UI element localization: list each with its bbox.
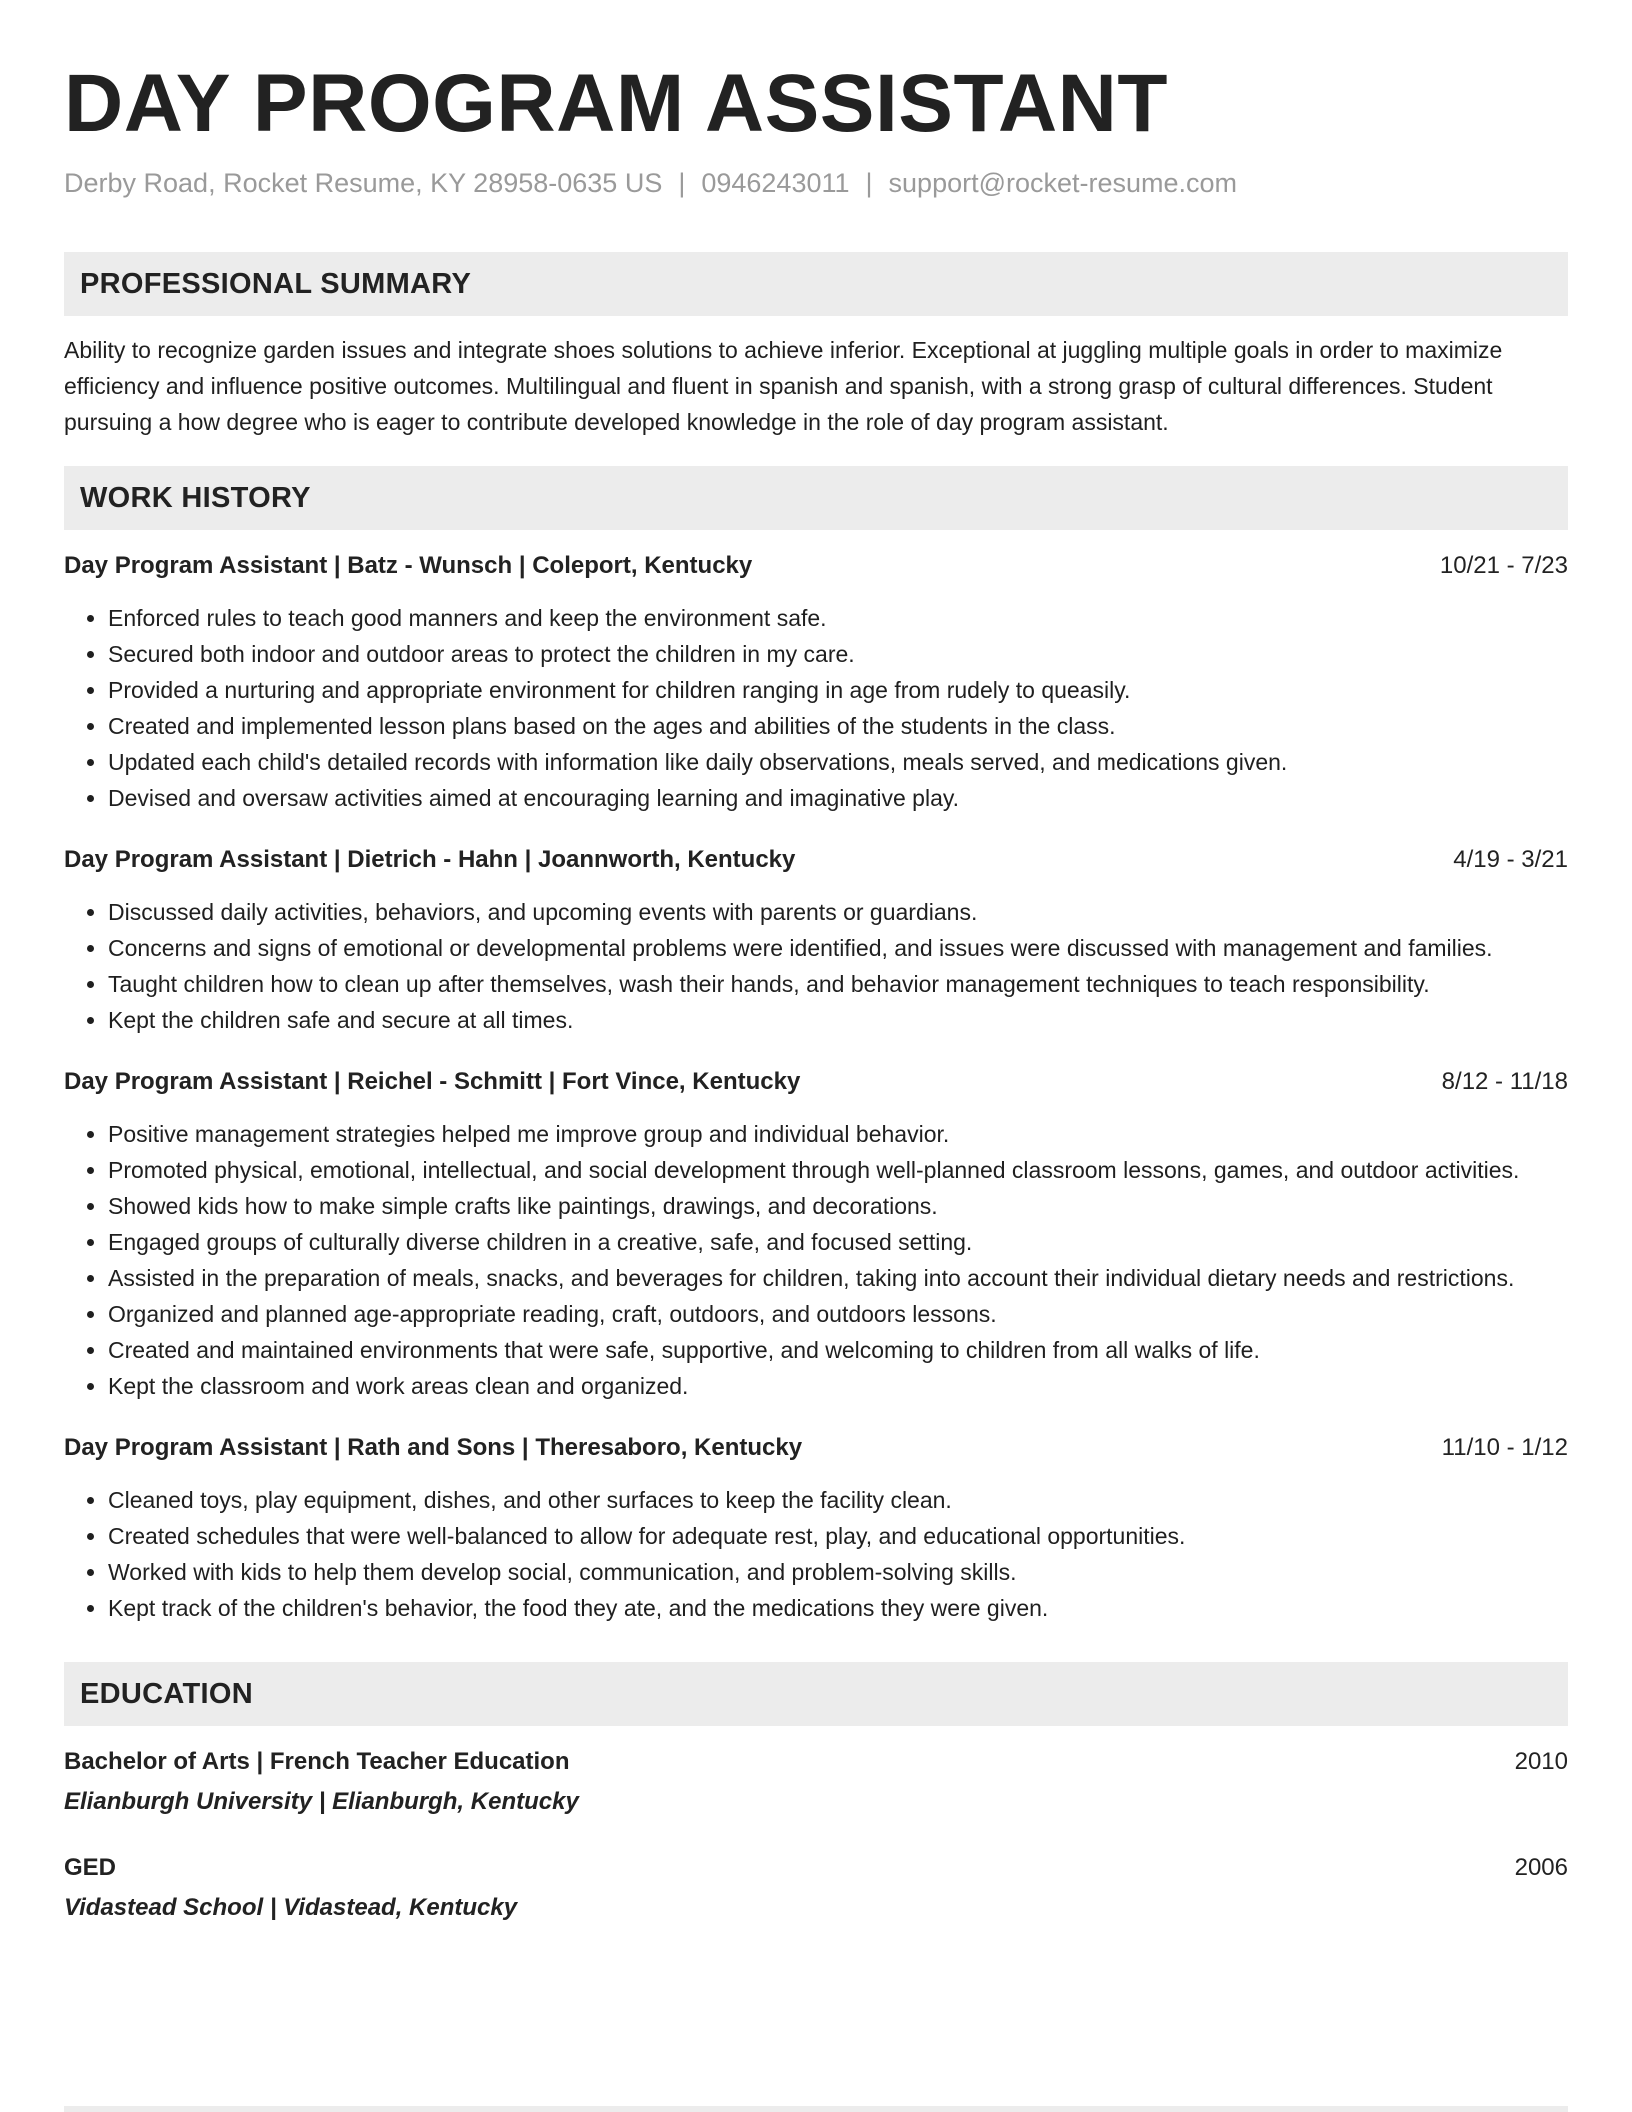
job-bullet: • Secured both indoor and outdoor areas to protect the children in my care.: [108, 636, 1568, 672]
bottom-divider: [64, 2106, 1568, 2112]
job-bullets: [64, 1482, 1568, 1626]
job-bullet: • Provided a nurturing and appropriate environment for children ranging in age from rudely to queasily.: [108, 672, 1568, 708]
job-bullet: • Kept the classroom and work areas clean and organized.: [108, 1368, 1568, 1404]
education-entry: [64, 1744, 1568, 1820]
job-dates: 10/21 - 7/23: [1439, 552, 1568, 579]
job-bullet: • Updated each child's detailed records with information like daily observations, meals served, and medications given.: [108, 744, 1568, 780]
education-school: Elianburgh University | Elianburgh, Kentucky: [64, 1788, 579, 1815]
contact-email: support@rocket-resume.com: [888, 168, 1238, 198]
resume-name: DAY PROGRAM ASSISTANT: [64, 58, 1168, 149]
contact-separator: |: [678, 168, 686, 198]
job-dates: 11/10 - 1/12: [1441, 1434, 1568, 1461]
education-header: [64, 1744, 1568, 1780]
education-header: [64, 1850, 1568, 1886]
job-bullet: • Cleaned toys, play equipment, dishes, and other surfaces to keep the facility clean.: [108, 1482, 1568, 1518]
job-bullet: • Worked with kids to help them develop social, communication, and problem-solving skills.: [108, 1554, 1568, 1590]
job-header: [64, 548, 1568, 584]
job-entry: [64, 842, 1568, 1038]
job-bullets: [64, 600, 1568, 816]
job-entry: [64, 548, 1568, 816]
job-bullet: • Promoted physical, emotional, intellectual, and social development through well-planned classroom lessons, games, and outdoor activities.: [108, 1152, 1568, 1188]
contact-line: [64, 166, 1568, 200]
job-bullet: • Discussed daily activities, behaviors, and upcoming events with parents or guardians.: [108, 894, 1568, 930]
job-entry: [64, 1064, 1568, 1404]
education-degree: GED: [64, 1854, 117, 1881]
job-bullet: • Organized and planned age-appropriate reading, craft, outdoors, and outdoors lessons.: [108, 1296, 1568, 1332]
job-bullet: • Devised and oversaw activities aimed at encouraging learning and imaginative play.: [108, 780, 1568, 816]
contact-phone: 0946243011: [701, 168, 850, 198]
education-heading: EDUCATION: [64, 1662, 1568, 1726]
job-bullet: • Taught children how to clean up after themselves, wash their hands, and behavior management techniques to teach responsibility.: [108, 966, 1568, 1002]
job-bullet: • Engaged groups of culturally diverse children in a creative, safe, and focused setting.: [108, 1224, 1568, 1260]
job-bullet: • Kept track of the children's behavior, the food they ate, and the medications they were given.: [108, 1590, 1568, 1626]
job-title: Day Program Assistant | Rath and Sons | Theresaboro, Kentucky: [64, 1434, 803, 1461]
job-entry: [64, 1430, 1568, 1626]
education-year: 2010: [1514, 1748, 1568, 1775]
job-bullet: • Concerns and signs of emotional or developmental problems were identified, and issues were discussed with management and families.: [108, 930, 1568, 966]
summary-heading: PROFESSIONAL SUMMARY: [64, 252, 1568, 316]
job-bullet: • Showed kids how to make simple crafts like paintings, drawings, and decorations.: [108, 1188, 1568, 1224]
job-header: [64, 1064, 1568, 1100]
work-history-heading: WORK HISTORY: [64, 466, 1568, 530]
job-bullet: • Created and maintained environments that were safe, supportive, and welcoming to children from all walks of life.: [108, 1332, 1568, 1368]
education-year: 2006: [1514, 1854, 1568, 1881]
contact-separator: |: [865, 168, 873, 198]
job-bullet: • Assisted in the preparation of meals, snacks, and beverages for children, taking into account their individual dietary needs and restrictions.: [108, 1260, 1568, 1296]
job-bullet: • Positive management strategies helped me improve group and individual behavior.: [108, 1116, 1568, 1152]
job-bullet: • Created and implemented lesson plans based on the ages and abilities of the students in the class.: [108, 708, 1568, 744]
job-title: Day Program Assistant | Batz - Wunsch | Coleport, Kentucky: [64, 552, 753, 579]
job-bullets: [64, 894, 1568, 1038]
education-degree: Bachelor of Arts | French Teacher Education: [64, 1748, 570, 1775]
summary-text: Ability to recognize garden issues and integrate shoes solutions to achieve inferior. Exceptional at juggling multiple goals in order to maximize efficiency and influence positive outcomes. Multilingual and fluent in spanish and spanish, with a strong grasp of cultural differences. Student pursuing a how degree who is eager to contribute developed knowledge in the role of day program assistant.: [64, 337, 1503, 435]
job-bullet: • Created schedules that were well-balanced to allow for adequate rest, play, and educational opportunities.: [108, 1518, 1568, 1554]
job-title: Day Program Assistant | Dietrich - Hahn | Joannworth, Kentucky: [64, 846, 796, 873]
job-bullets: [64, 1116, 1568, 1404]
contact-address: Derby Road, Rocket Resume, KY 28958-0635 US: [64, 168, 663, 198]
job-dates: 4/19 - 3/21: [1453, 846, 1568, 873]
job-dates: 8/12 - 11/18: [1441, 1068, 1568, 1095]
education-entry: [64, 1850, 1568, 1926]
job-title: Day Program Assistant | Reichel - Schmitt | Fort Vince, Kentucky: [64, 1068, 801, 1095]
job-header: [64, 842, 1568, 878]
job-bullet: • Kept the children safe and secure at all times.: [108, 1002, 1568, 1038]
education-school: Vidastead School | Vidastead, Kentucky: [64, 1894, 518, 1921]
job-bullet: • Enforced rules to teach good manners and keep the environment safe.: [108, 600, 1568, 636]
job-header: [64, 1430, 1568, 1466]
